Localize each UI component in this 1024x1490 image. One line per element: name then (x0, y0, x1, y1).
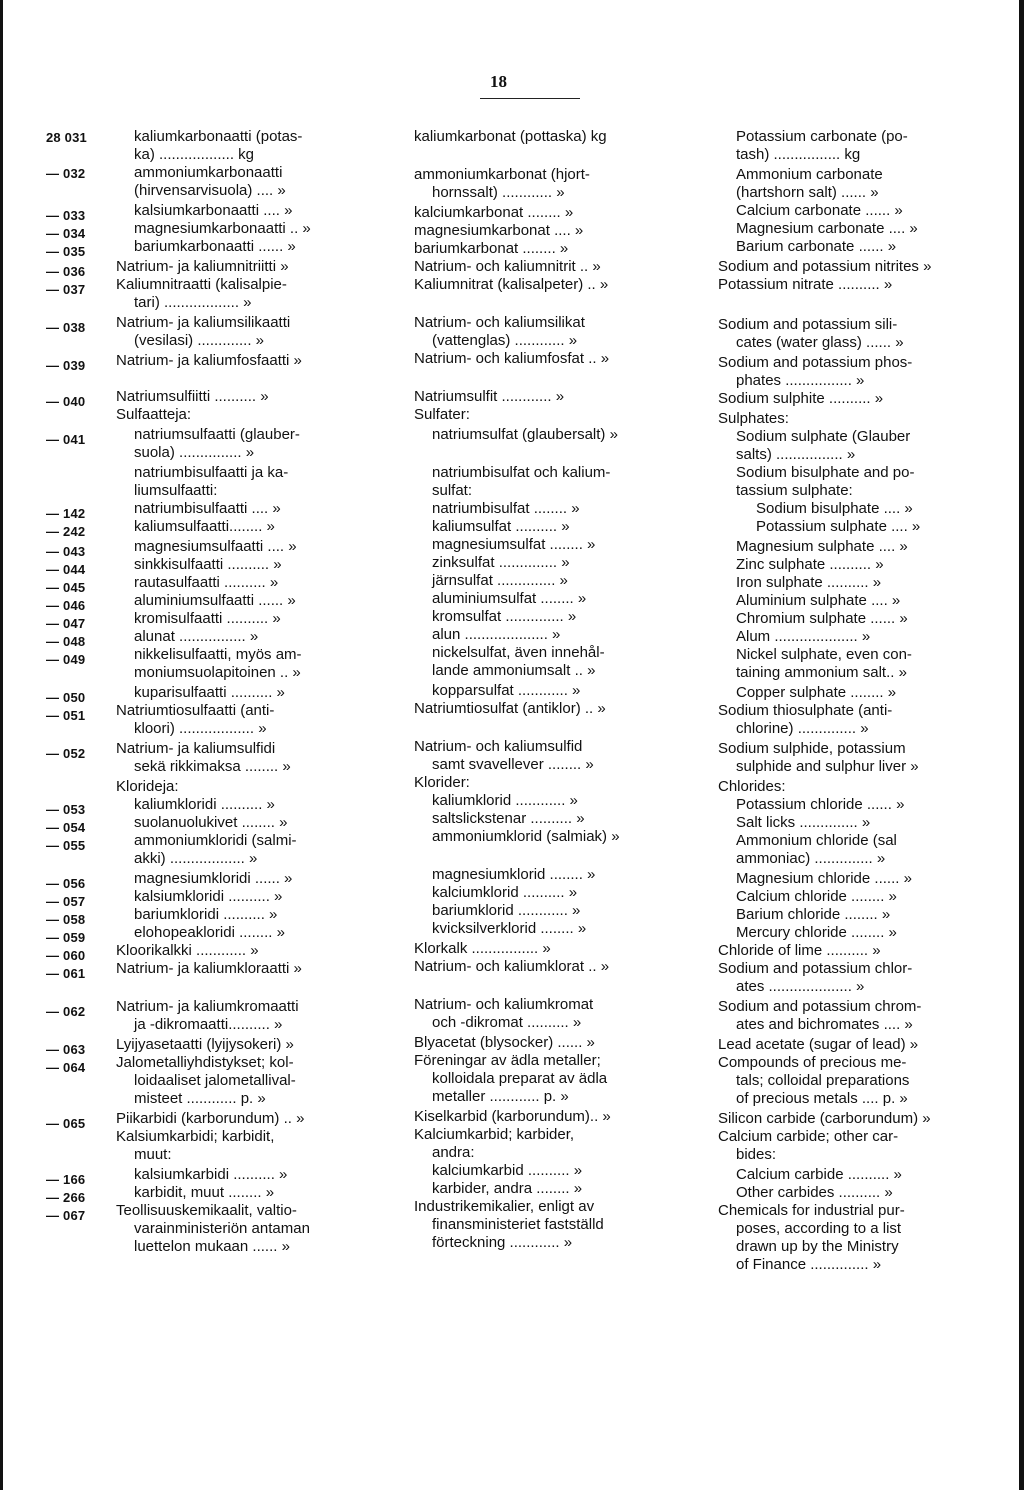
english-entry-line: salts) ................ » (736, 446, 856, 463)
swedish-entry-line: kaliumsulfat .......... » (432, 518, 570, 535)
english-entry-line: Iron sulphate .......... » (736, 574, 882, 591)
english-entry-line: Chromium sulphate ...... » (736, 610, 908, 627)
swedish-entry-line: hornssalt) ............ » (432, 184, 565, 201)
swedish-entry-line: kvicksilverklorid ........ » (432, 920, 587, 937)
swedish-entry-line: alun .................... » (432, 626, 561, 643)
page-number: 18 (490, 72, 507, 91)
swedish-entry-line: Natrium- och kaliumnitrit .. » (414, 258, 601, 275)
finnish-entry-line: loidaaliset jalometallival- (134, 1072, 296, 1089)
swedish-entry-line: Natrium- och kaliumklorat .. » (414, 958, 610, 975)
tariff-code: — 266 (46, 1190, 86, 1205)
finnish-entry-line: misteet ............ p. » (134, 1090, 266, 1107)
swedish-entry-line: kromsulfat .............. » (432, 608, 577, 625)
finnish-entry-line: (vesilasi) ............. » (134, 332, 265, 349)
tariff-code: — 056 (46, 876, 86, 891)
swedish-entry-line: Kiselkarbid (karborundum).. » (414, 1108, 611, 1125)
swedish-entry-line: ammoniumklorid (salmiak) » (432, 828, 620, 845)
finnish-entry-line: suolanuolukivet ........ » (134, 814, 288, 831)
tariff-code: — 061 (46, 966, 86, 981)
swedish-entry-line: natriumbisulfat och kalium- (432, 464, 611, 481)
tariff-code: — 054 (46, 820, 86, 835)
swedish-entry-line: bariumkarbonat ........ » (414, 240, 569, 257)
finnish-entry-line: kalsiumkarbidi .......... » (134, 1166, 288, 1183)
english-entry-line: Other carbides .......... » (736, 1184, 893, 1201)
swedish-entry-line: Natrium- och kaliumkromat (414, 996, 594, 1013)
english-entry-line: Sodium and potassium sili- (718, 316, 898, 333)
swedish-entry-line: Föreningar av ädla metaller; (414, 1052, 601, 1069)
tariff-code: — 064 (46, 1060, 86, 1075)
swedish-entry-line: Natriumsulfit ............ » (414, 388, 565, 405)
english-entry-line: Mercury chloride ........ » (736, 924, 897, 941)
finnish-entry-line: nikkelisulfaatti, myös am- (134, 646, 302, 663)
swedish-entry-line: Kalciumkarbid; karbider, (414, 1126, 575, 1143)
finnish-entry-line: ammoniumkloridi (salmi- (134, 832, 297, 849)
english-entry-line: Alum .................... » (736, 628, 871, 645)
tariff-code: — 046 (46, 598, 86, 613)
finnish-entry-line: kalsiumkarbonaatti .... » (134, 202, 293, 219)
swedish-entry-line: lande ammoniumsalt .. » (432, 662, 596, 679)
swedish-entry-line: saltslickstenar .......... » (432, 810, 585, 827)
english-entry-line: Sodium bisulphate .... » (756, 500, 913, 517)
swedish-entry-line: (vattenglas) ............ » (432, 332, 578, 349)
finnish-entry-line: liumsulfaatti: (134, 482, 218, 499)
swedish-entry-line: samt svavellever ........ » (432, 756, 594, 773)
finnish-entry-line: alunat ................ » (134, 628, 259, 645)
finnish-entry-line: kaliumsulfaatti........ » (134, 518, 275, 535)
finnish-entry-line: bariumkloridi .......... » (134, 906, 278, 923)
finnish-entry-line: akki) .................. » (134, 850, 258, 867)
english-entry-line: Barium chloride ........ » (736, 906, 891, 923)
english-entry-line: Chemicals for industrial pur- (718, 1202, 905, 1219)
english-entry-line: Ammonium carbonate (736, 166, 883, 183)
swedish-entry-line: sulfat: (432, 482, 473, 499)
finnish-entry-line: Kloorikalkki ............ » (116, 942, 259, 959)
tariff-code: — 063 (46, 1042, 86, 1057)
swedish-entry-line: kolloidala preparat av ädla (432, 1070, 608, 1087)
tariff-code: — 062 (46, 1004, 86, 1019)
finnish-entry-line: moniumsuolapitoinen .. » (134, 664, 301, 681)
tariff-code: — 059 (46, 930, 86, 945)
finnish-entry-line: Natrium- ja kaliumkloraatti » (116, 960, 302, 977)
finnish-entry-line: natriumbisulfaatti .... » (134, 500, 281, 517)
tariff-code: — 053 (46, 802, 86, 817)
finnish-entry-line: Natrium- ja kaliumfosfaatti » (116, 352, 302, 369)
english-entry-line: Potassium chloride ...... » (736, 796, 905, 813)
finnish-entry-line: Natrium- ja kaliumnitriitti » (116, 258, 289, 275)
tariff-code: — 033 (46, 208, 86, 223)
swedish-entry-line: nickelsulfat, även innehål- (432, 644, 605, 661)
swedish-entry-line: Natrium- och kaliumsulfid (414, 738, 583, 755)
swedish-entry-line: metaller ............ p. » (432, 1088, 569, 1105)
english-entry-line: Sodium sulphide, potassium (718, 740, 906, 757)
english-entry-line: Magnesium chloride ...... » (736, 870, 912, 887)
swedish-entry-line: kopparsulfat ............ » (432, 682, 581, 699)
finnish-entry-line: Natrium- ja kaliumsilikaatti (116, 314, 291, 331)
finnish-entry-line: magnesiumsulfaatti .... » (134, 538, 297, 555)
tariff-code: — 039 (46, 358, 86, 373)
finnish-entry-line: magnesiumkloridi ...... » (134, 870, 293, 887)
english-entry-line: Nickel sulphate, even con- (736, 646, 912, 663)
english-entry-line: Magnesium carbonate .... » (736, 220, 918, 237)
scan-border-left (0, 0, 3, 1490)
english-entry-line: bides: (736, 1146, 777, 1163)
finnish-entry-line: tari) .................. » (134, 294, 252, 311)
finnish-entry-line: Lyijyasetaatti (lyijysokeri) » (116, 1036, 294, 1053)
tariff-code: — 057 (46, 894, 86, 909)
tariff-code: — 040 (46, 394, 86, 409)
english-entry-line: Sodium and potassium chrom- (718, 998, 922, 1015)
swedish-entry-line: Klorider: (414, 774, 470, 791)
swedish-entry-line: kaliumklorid ............ » (432, 792, 578, 809)
english-entry-line: Sodium and potassium nitrites » (718, 258, 932, 275)
scan-border-right (1019, 0, 1024, 1490)
swedish-entry-line: Natrium- och kaliumsilikat (414, 314, 585, 331)
tariff-code: — 045 (46, 580, 86, 595)
tariff-code: — 038 (46, 320, 86, 335)
swedish-entry-line: aluminiumsulfat ........ » (432, 590, 587, 607)
tariff-code: — 052 (46, 746, 86, 761)
swedish-entry-line: Industrikemikalier, enligt av (414, 1198, 595, 1215)
english-entry-line: Potassium sulphate .... » (756, 518, 921, 535)
finnish-entry-line: ja -dikromaatti.......... » (134, 1016, 283, 1033)
tariff-code: — 242 (46, 524, 86, 539)
english-entry-line: Sodium and potassium phos- (718, 354, 913, 371)
finnish-entry-line: Teollisuuskemikaalit, valtio- (116, 1202, 297, 1219)
tariff-code: — 067 (46, 1208, 86, 1223)
finnish-entry-line: kuparisulfaatti .......... » (134, 684, 285, 701)
english-entry-line: phates ................ » (736, 372, 865, 389)
tariff-code: — 051 (46, 708, 86, 723)
swedish-entry-line: kalciumkarbonat ........ » (414, 204, 574, 221)
english-entry-line: Calcium carbonate ...... » (736, 202, 903, 219)
tariff-code: — 142 (46, 506, 86, 521)
finnish-entry-line: Klorideja: (116, 778, 179, 795)
finnish-entry-line: Kaliumnitraatti (kalisalpie- (116, 276, 287, 293)
finnish-entry-line: kaliumkarbonaatti (potas- (134, 128, 303, 145)
tariff-code: — 032 (46, 166, 86, 181)
tariff-code: — 035 (46, 244, 86, 259)
swedish-entry-line: och -dikromat .......... » (432, 1014, 582, 1031)
finnish-entry-line: bariumkarbonaatti ...... » (134, 238, 296, 255)
swedish-entry-line: magnesiumkarbonat .... » (414, 222, 584, 239)
tariff-code: — 166 (46, 1172, 86, 1187)
english-entry-line: chlorine) .............. » (736, 720, 869, 737)
english-entry-line: Calcium carbide .......... » (736, 1166, 902, 1183)
english-entry-line: ates .................... » (736, 978, 865, 995)
english-entry-line: Sodium and potassium chlor- (718, 960, 913, 977)
english-entry-line: Potassium nitrate .......... » (718, 276, 893, 293)
swedish-entry-line: karbider, andra ........ » (432, 1180, 583, 1197)
finnish-entry-line: sekä rikkimaksa ........ » (134, 758, 291, 775)
swedish-entry-line: kalciumklorid .......... » (432, 884, 578, 901)
english-entry-line: taining ammonium salt.. » (736, 664, 907, 681)
tariff-code: — 049 (46, 652, 86, 667)
english-entry-line: Aluminium sulphate .... » (736, 592, 901, 609)
english-entry-line: Compounds of precious me- (718, 1054, 907, 1071)
swedish-entry-line: Natrium- och kaliumfosfat .. » (414, 350, 610, 367)
swedish-entry-line: bariumklorid ............ » (432, 902, 581, 919)
finnish-entry-line: ammoniumkarbonaatti (134, 164, 283, 181)
english-entry-line: poses, according to a list (736, 1220, 902, 1237)
swedish-entry-line: järnsulfat .............. » (432, 572, 568, 589)
english-entry-line: Chloride of lime .......... » (718, 942, 881, 959)
english-entry-line: tals; colloidal preparations (736, 1072, 910, 1089)
english-entry-line: Sodium sulphate (Glauber (736, 428, 911, 445)
swedish-entry-line: natriumsulfat (glaubersalt) » (432, 426, 618, 443)
finnish-entry-line: Natriumtiosulfaatti (anti- (116, 702, 275, 719)
english-entry-line: ammoniac) .............. » (736, 850, 886, 867)
page-number-rule (480, 98, 580, 99)
english-entry-line: Copper sulphate ........ » (736, 684, 897, 701)
finnish-entry-line: magnesiumkarbonaatti .. » (134, 220, 311, 237)
tariff-code: — 047 (46, 616, 86, 631)
swedish-entry-line: magnesiumklorid ........ » (432, 866, 596, 883)
swedish-entry-line: kaliumkarbonat (pottaska) kg (414, 128, 607, 145)
english-entry-line: Silicon carbide (carborundum) » (718, 1110, 931, 1127)
tariff-code: 28 031 (46, 130, 87, 145)
swedish-entry-line: Kaliumnitrat (kalisalpeter) .. » (414, 276, 609, 293)
english-entry-line: tassium sulphate: (736, 482, 853, 499)
english-entry-line: cates (water glass) ...... » (736, 334, 904, 351)
english-entry-line: sulphide and sulphur liver » (736, 758, 919, 775)
swedish-entry-line: kalciumkarbid .......... » (432, 1162, 583, 1179)
english-entry-line: Potassium carbonate (po- (736, 128, 908, 145)
tariff-code: — 036 (46, 264, 86, 279)
finnish-entry-line: (hirvensarvisuola) .... » (134, 182, 286, 199)
english-entry-line: Chlorides: (718, 778, 786, 795)
swedish-entry-line: Sulfater: (414, 406, 470, 423)
english-entry-line: Sodium bisulphate and po- (736, 464, 915, 481)
finnish-entry-line: natriumbisulfaatti ja ka- (134, 464, 289, 481)
english-entry-line: of precious metals .... p. » (736, 1090, 908, 1107)
swedish-entry-line: zinksulfat .............. » (432, 554, 570, 571)
tariff-code: — 034 (46, 226, 86, 241)
finnish-entry-line: elohopeakloridi ........ » (134, 924, 285, 941)
tariff-code: — 050 (46, 690, 86, 705)
english-entry-line: Sodium sulphite .......... » (718, 390, 884, 407)
tariff-code: — 065 (46, 1116, 86, 1131)
tariff-code: — 055 (46, 838, 86, 853)
finnish-entry-line: Natrium- ja kaliumsulfidi (116, 740, 276, 757)
finnish-entry-line: Sulfaatteja: (116, 406, 192, 423)
swedish-entry-line: magnesiumsulfat ........ » (432, 536, 596, 553)
swedish-entry-line: Natriumtiosulfat (antiklor) .. » (414, 700, 606, 717)
english-entry-line: Calcium chloride ........ » (736, 888, 897, 905)
tariff-code: — 037 (46, 282, 86, 297)
finnish-entry-line: kaliumkloridi .......... » (134, 796, 275, 813)
tariff-code: — 044 (46, 562, 86, 577)
finnish-entry-line: karbidit, muut ........ » (134, 1184, 275, 1201)
english-entry-line: (hartshorn salt) ...... » (736, 184, 879, 201)
finnish-entry-line: muut: (134, 1146, 172, 1163)
english-entry-line: of Finance .............. » (736, 1256, 882, 1273)
english-entry-line: Barium carbonate ...... » (736, 238, 897, 255)
english-entry-line: tash) ................ kg (736, 146, 861, 163)
finnish-entry-line: suola) ............... » (134, 444, 255, 461)
english-entry-line: ates and bichromates .... » (736, 1016, 913, 1033)
finnish-entry-line: natriumsulfaatti (glauber- (134, 426, 300, 443)
finnish-entry-line: Jalometalliyhdistykset; kol- (116, 1054, 294, 1071)
english-entry-line: Magnesium sulphate .... » (736, 538, 908, 555)
finnish-entry-line: kalsiumkloridi .......... » (134, 888, 283, 905)
swedish-entry-line: Blyacetat (blysocker) ...... » (414, 1034, 595, 1051)
tariff-code: — 043 (46, 544, 86, 559)
finnish-entry-line: Piikarbidi (karborundum) .. » (116, 1110, 305, 1127)
swedish-entry-line: ammoniumkarbonat (hjort- (414, 166, 590, 183)
english-entry-line: Sulphates: (718, 410, 789, 427)
english-entry-line: Calcium carbide; other car- (718, 1128, 899, 1145)
swedish-entry-line: Klorkalk ................ » (414, 940, 551, 957)
finnish-entry-line: Natrium- ja kaliumkromaatti (116, 998, 299, 1015)
swedish-entry-line: förteckning ............ » (432, 1234, 573, 1251)
finnish-entry-line: varainministeriön antaman (134, 1220, 310, 1237)
finnish-entry-line: kloori) .................. » (134, 720, 267, 737)
tariff-code: — 060 (46, 948, 86, 963)
finnish-entry-line: luettelon mukaan ...... » (134, 1238, 290, 1255)
english-entry-line: drawn up by the Ministry (736, 1238, 899, 1255)
english-entry-line: Zinc sulphate .......... » (736, 556, 884, 573)
english-entry-line: Sodium thiosulphate (anti- (718, 702, 893, 719)
tariff-code: — 058 (46, 912, 86, 927)
finnish-entry-line: Kalsiumkarbidi; karbidit, (116, 1128, 275, 1145)
swedish-entry-line: natriumbisulfat ........ » (432, 500, 580, 517)
english-entry-line: Salt licks .............. » (736, 814, 871, 831)
english-entry-line: Lead acetate (sugar of lead) » (718, 1036, 919, 1053)
swedish-entry-line: finansministeriet fastställd (432, 1216, 604, 1233)
finnish-entry-line: Natriumsulfiitti .......... » (116, 388, 269, 405)
finnish-entry-line: rautasulfaatti .......... » (134, 574, 279, 591)
finnish-entry-line: kromisulfaatti .......... » (134, 610, 281, 627)
finnish-entry-line: sinkkisulfaatti .......... » (134, 556, 282, 573)
english-entry-line: Ammonium chloride (sal (736, 832, 897, 849)
tariff-code: — 048 (46, 634, 86, 649)
tariff-code: — 041 (46, 432, 86, 447)
finnish-entry-line: aluminiumsulfaatti ...... » (134, 592, 296, 609)
swedish-entry-line: andra: (432, 1144, 475, 1161)
finnish-entry-line: ka) .................. kg (134, 146, 255, 163)
